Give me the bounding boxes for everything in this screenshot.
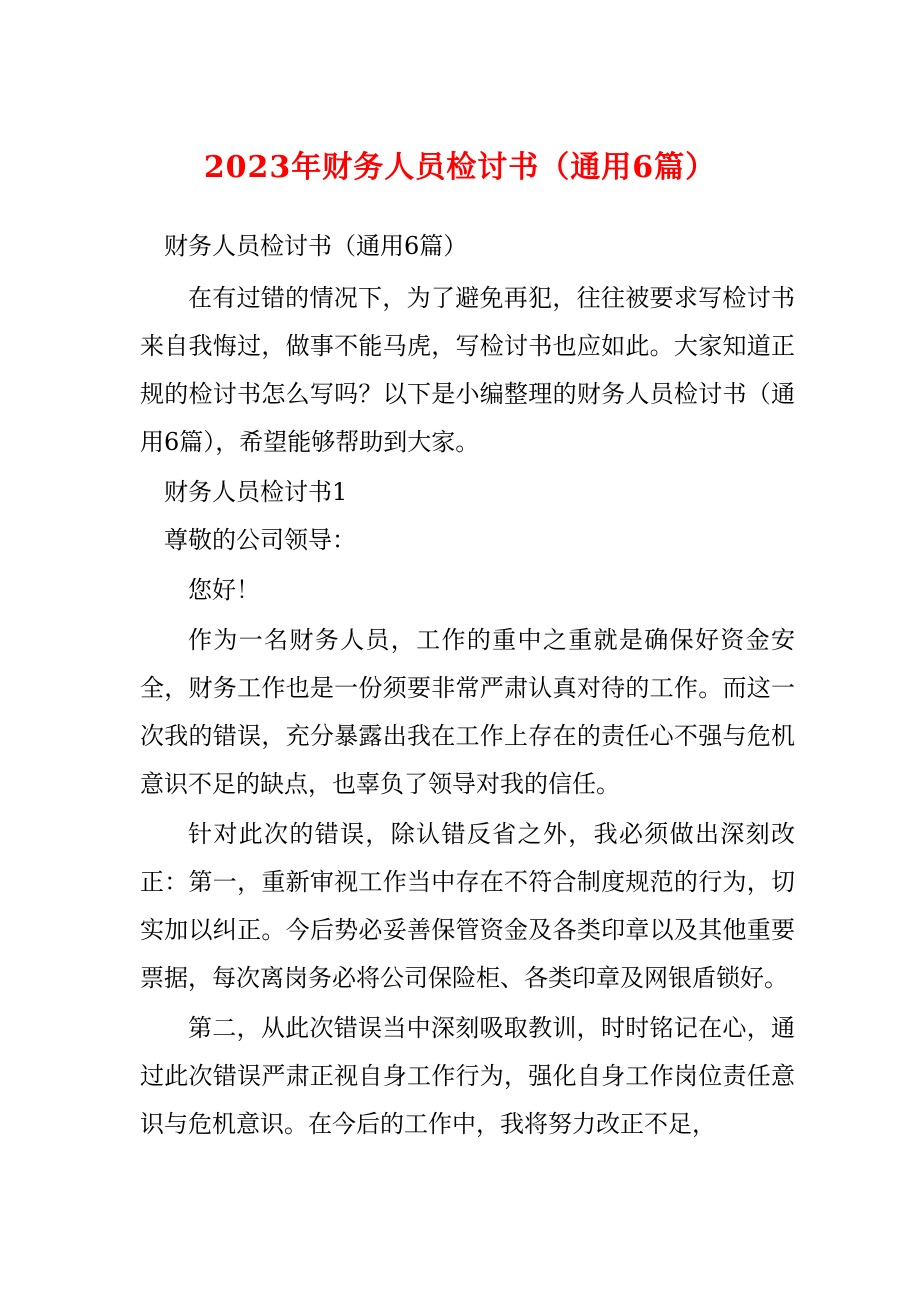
body-paragraph: 作为一名财务人员，工作的重中之重就是确保好资金安全，财务工作也是一份须要非常严肃认真对待的工作。而这一次我的错误，充分暴露出我在工作上存在的责任心不强与危机意识不足的缺点，也辜负了领导对我的信任。 xyxy=(140,626,795,798)
body-paragraph: 针对此次的错误，除认错反省之外，我必须做出深刻改正：第一，重新审视工作当中存在不符合制度规范的行为，切实加以纠正。今后势必妥善保管资金及各类印章以及其他重要票据，每次离岗务必将公司保险柜、各类印章及网银盾锁好。 xyxy=(140,820,795,992)
intro-paragraph: 在有过错的情况下，为了避免再犯，往往被要求写检讨书来自我悔过，做事不能马虎，写检讨书也应如此。大家知道正规的检讨书怎么写吗？以下是小编整理的财务人员检讨书（通用6篇），希望能够帮助到大家。 xyxy=(140,284,795,456)
subtitle: 财务人员检讨书（通用6篇） xyxy=(164,232,468,260)
salutation: 尊敬的公司领导： xyxy=(164,526,356,554)
document-body xyxy=(140,222,795,1148)
body-paragraph: 第二，从此次错误当中深刻吸取教训，时时铭记在心，通过此次错误严肃正视自身工作行为，强化自身工作岗位责任意识与危机意识。在今后的工作中，我将努力改正不足， xyxy=(140,1014,795,1138)
document-title: 2023年财务人员检讨书（通用6篇） xyxy=(203,150,717,185)
greeting: 您好！ xyxy=(188,576,260,604)
section-heading: 财务人员检讨书1 xyxy=(164,478,348,506)
